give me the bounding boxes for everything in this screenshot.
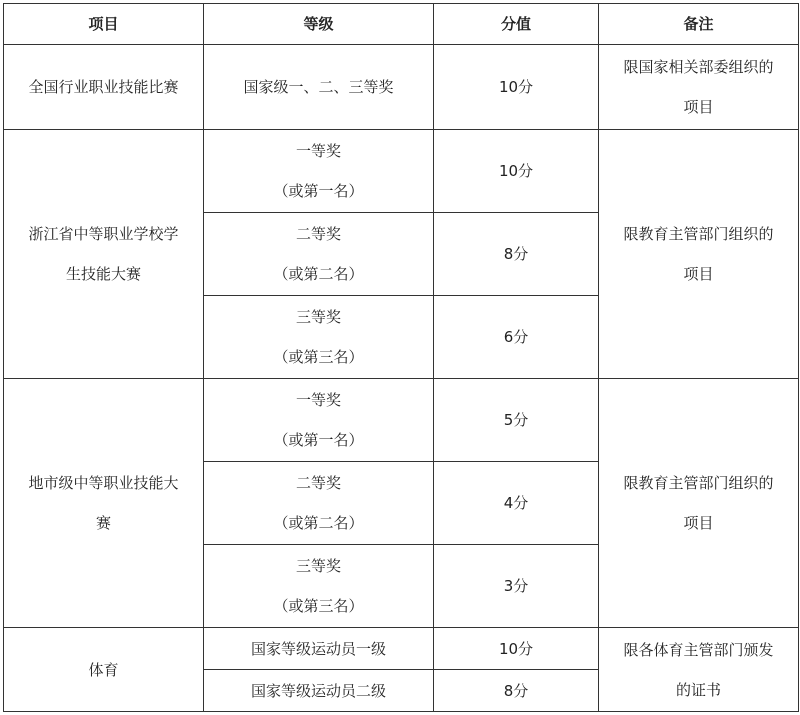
level-text: 二等奖 [295, 474, 341, 492]
score-cell: 8分 [434, 213, 599, 296]
score-cell: 6分 [434, 296, 599, 379]
score-cell: 4分 [434, 462, 599, 545]
scoring-table [3, 3, 799, 712]
level-text: 国家等级运动员二级 [250, 681, 386, 700]
score-cell: 8分 [434, 670, 599, 712]
level-cell [204, 545, 434, 628]
project-text: 赛 [95, 514, 111, 532]
level-cell [204, 628, 434, 670]
level-text: （或第一名） [273, 431, 364, 449]
level-text: （或第二名） [273, 265, 364, 283]
note-text: 限国家相关部委组织的 [623, 58, 774, 76]
score-cell: 10分 [434, 130, 599, 213]
level-text: 一等奖 [295, 142, 341, 160]
header-note: 备注 [599, 4, 799, 45]
level-text: 三等奖 [295, 557, 341, 575]
header-score: 分值 [434, 4, 599, 45]
note-cell [599, 45, 799, 130]
level-text: 三等奖 [295, 308, 341, 326]
note-text: 项目 [683, 98, 714, 116]
project-cell [4, 45, 204, 130]
level-text: 国家级一、二、三等奖 [243, 78, 394, 96]
level-text: （或第三名） [273, 348, 364, 366]
level-cell [204, 45, 434, 130]
header-level: 等级 [204, 4, 434, 45]
level-text: 国家等级运动员一级 [250, 639, 386, 658]
note-text: 限教育主管部门组织的 [623, 474, 774, 492]
level-cell [204, 379, 434, 462]
score-cell: 10分 [434, 628, 599, 670]
level-text: （或第二名） [273, 514, 364, 532]
note-text: 限教育主管部门组织的 [623, 225, 774, 243]
project-cell [4, 379, 204, 628]
level-cell [204, 296, 434, 379]
level-cell [204, 130, 434, 213]
level-text: （或第三名） [273, 597, 364, 615]
table-row [4, 379, 799, 462]
score-cell: 3分 [434, 545, 599, 628]
header-project: 项目 [4, 4, 204, 45]
level-cell [204, 462, 434, 545]
note-text: 项目 [683, 265, 714, 283]
level-cell [204, 213, 434, 296]
score-cell: 5分 [434, 379, 599, 462]
project-text: 全国行业职业技能比赛 [28, 78, 179, 96]
level-cell [204, 670, 434, 712]
project-text: 体育 [88, 660, 119, 679]
level-text: （或第一名） [273, 182, 364, 200]
project-cell [4, 628, 204, 712]
note-text: 的证书 [675, 680, 721, 699]
note-text: 项目 [683, 514, 714, 532]
table-row [4, 130, 799, 213]
project-text: 浙江省中等职业学校学 [28, 225, 179, 243]
level-text: 一等奖 [295, 391, 341, 409]
project-text: 地市级中等职业技能大 [28, 474, 179, 492]
score-cell: 10分 [434, 45, 599, 130]
note-cell [599, 130, 799, 379]
note-text: 限各体育主管部门颁发 [623, 640, 774, 659]
project-text: 生技能大赛 [65, 265, 141, 283]
level-text: 二等奖 [295, 225, 341, 243]
header-row [4, 4, 799, 45]
table-row [4, 628, 799, 670]
project-cell [4, 130, 204, 379]
note-cell [599, 628, 799, 712]
table-row [4, 45, 799, 130]
note-cell [599, 379, 799, 628]
